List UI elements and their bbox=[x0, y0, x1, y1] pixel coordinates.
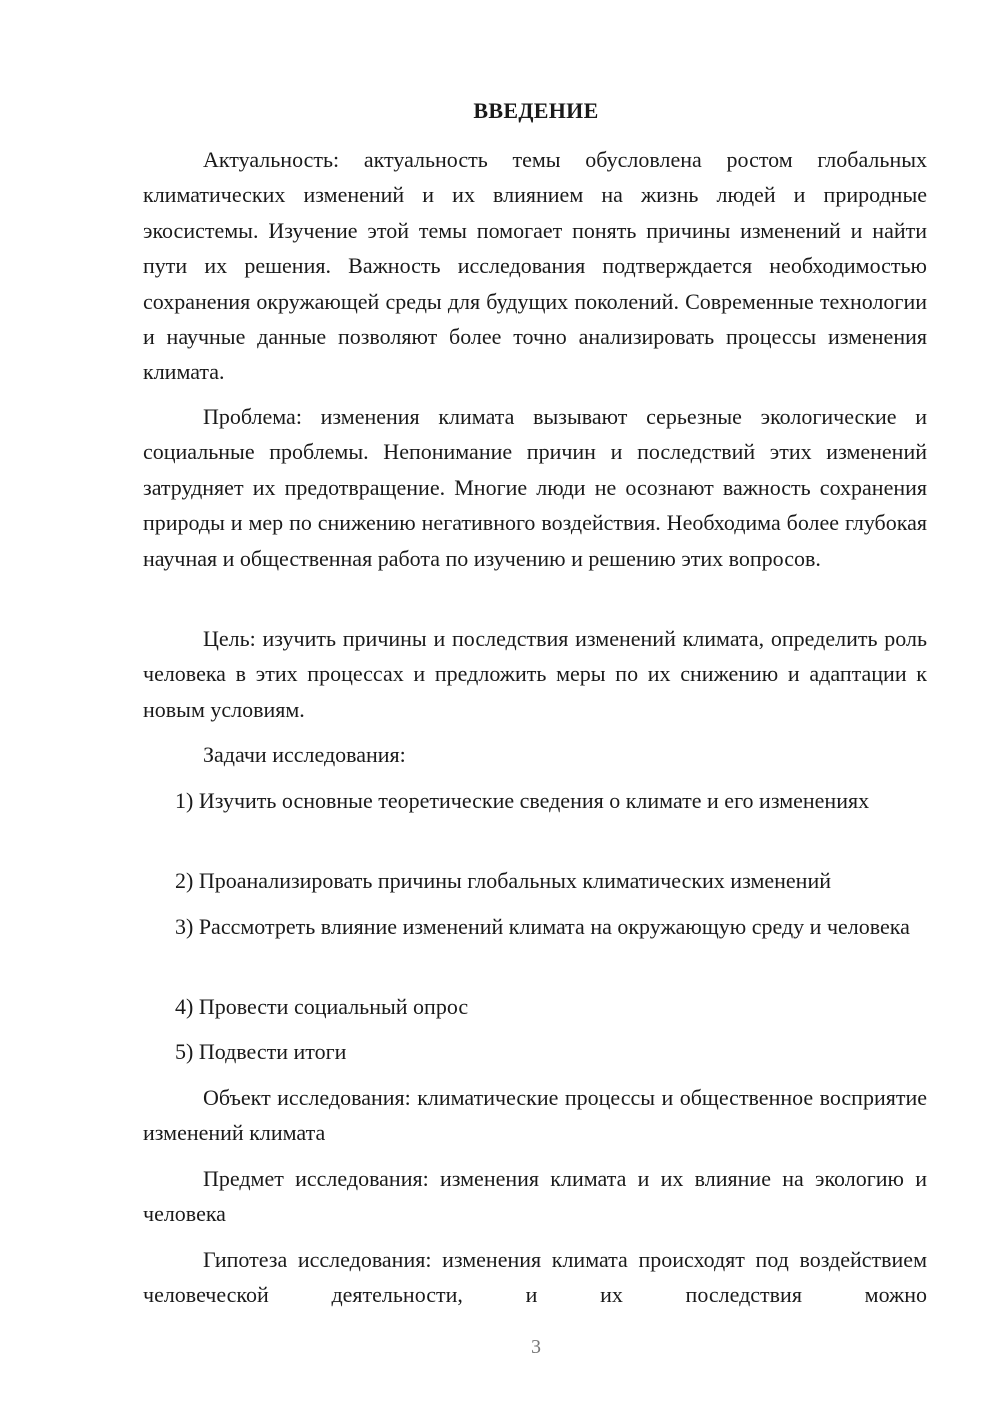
page-title: ВВЕДЕНИЕ bbox=[473, 98, 599, 123]
list-item-task-4: 4) Провести социальный опрос bbox=[175, 994, 469, 1019]
paragraph-relevance: Актуальность: актуальность темы обусловлена ростом глобальных климатических изменений и их влиянием на жизнь людей и природные экосистемы. Изучение этой темы помогает понять причины изменений и найти пути их решения. Важность исследования подтверждается необходимостью сохранения окружающей среды для будущих поколений. Современные технологии и научные данные позволяют более точно анализировать процессы изменения климата. bbox=[143, 147, 927, 385]
paragraph-subject: Предмет исследования: изменения климата и их влияние на экологию и человека bbox=[143, 1166, 927, 1227]
list-item-task-1: 1) Изучить основные теоретические сведения о климате и его изменениях bbox=[175, 788, 870, 813]
paragraph-hypothesis: Гипотеза исследования: изменения климата происходят под воздействием человеческой деятельности, и их последствия можно bbox=[143, 1247, 927, 1308]
page-number: 3 bbox=[531, 1336, 541, 1358]
paragraph-tasks-heading: Задачи исследования: bbox=[203, 742, 406, 767]
paragraph-goal: Цель: изучить причины и последствия изменений климата, определить роль человека в этих процессах и предложить меры по их снижению и адаптации к новым условиям. bbox=[143, 626, 927, 722]
list-item-task-5: 5) Подвести итоги bbox=[175, 1039, 347, 1064]
paragraph-object: Объект исследования: климатические процессы и общественное восприятие изменений климата bbox=[143, 1085, 927, 1146]
list-item-task-3: 3) Рассмотреть влияние изменений климата на окружающую среду и человека bbox=[175, 914, 910, 939]
list-item-task-2: 2) Проанализировать причины глобальных климатических изменений bbox=[175, 868, 832, 893]
paragraph-problem: Проблема: изменения климата вызывают серьезные экологические и социальные проблемы. Непонимание причин и последствий этих изменений затрудняет их предотвращение. Многие люди не осознают важность сохранения природы и мер по снижению негативного воздействия. Необходима более глубокая научная и общественная работа по изучению и решению этих вопросов. bbox=[143, 404, 927, 571]
